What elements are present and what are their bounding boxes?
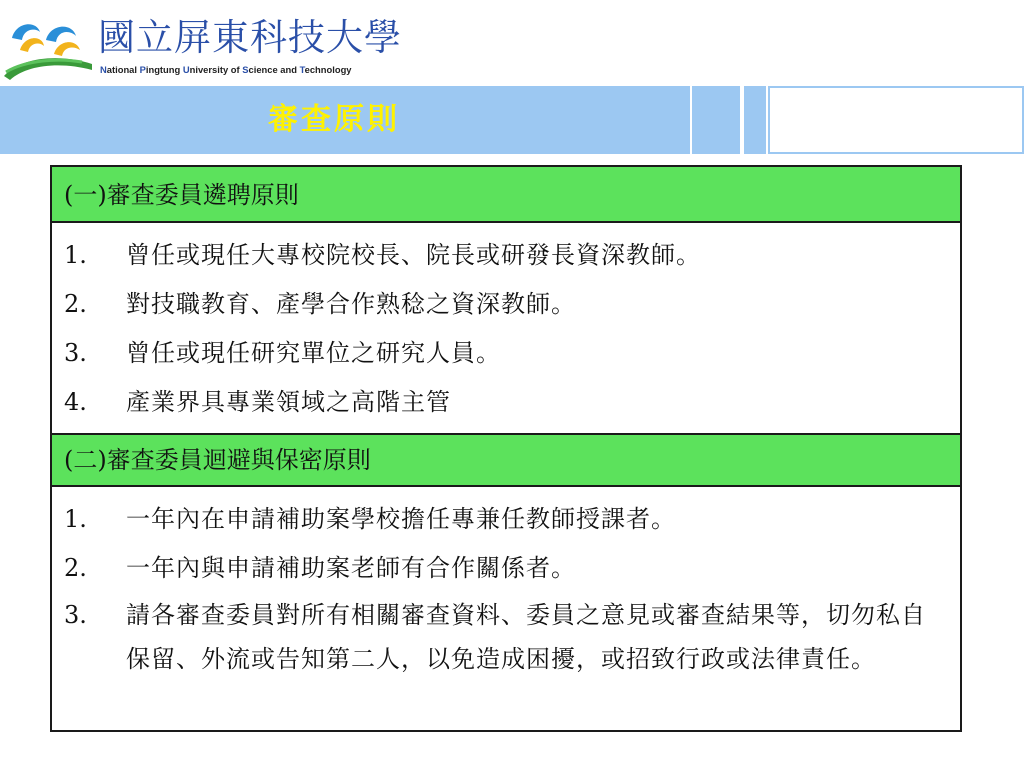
item-number: 3. [64, 339, 87, 367]
section-heading-selection: (一)審查委員遴聘原則 [52, 167, 960, 223]
criteria-table [50, 165, 962, 732]
list-item [64, 280, 950, 329]
item-number: 1. [64, 241, 87, 269]
banner-decoration-block [742, 86, 768, 154]
item-text: 一年內在申請補助案學校擔任專兼任教師授課者。 [126, 505, 676, 533]
page-title: 審查原則 [268, 102, 400, 137]
english-name-capital: T [299, 64, 305, 75]
item-text: 曾任或現任大專校院校長、院長或研發長資深教師。 [126, 241, 701, 269]
english-name-rest: ingtung [145, 64, 183, 75]
item-number: 4. [64, 388, 87, 416]
item-text: 請各審查委員對所有相關審查資料、委員之意見或審查結果等，切勿私自保留、外流或告知第二人，以免造成困擾，或招致行政或法律責任。 [126, 601, 926, 673]
university-name-english [100, 64, 352, 75]
english-name-rest: echnology [304, 64, 352, 75]
selection-criteria-list [52, 223, 960, 433]
list-item [64, 231, 950, 280]
item-number: 1. [64, 505, 87, 533]
english-name-capital: S [242, 64, 249, 75]
list-item [64, 378, 950, 427]
english-name-capital: N [100, 64, 107, 75]
university-emblem-icon [2, 10, 94, 80]
recusal-criteria-list [52, 487, 960, 687]
item-text: 對技職教育、產學合作熟稔之資深教師。 [126, 290, 576, 318]
english-name-capital: P [139, 64, 146, 75]
item-number: 2. [64, 290, 87, 318]
section-heading-recusal: (二)審查委員迴避與保密原則 [52, 433, 960, 487]
university-name-chinese: 國立屏東科技大學 [98, 16, 402, 59]
english-name-capital: U [182, 64, 190, 75]
list-item [64, 544, 950, 593]
item-text: 曾任或現任研究單位之研究人員。 [126, 339, 501, 367]
university-logo [0, 0, 440, 85]
list-item [64, 593, 950, 681]
english-name-rest: cience and [248, 64, 300, 75]
banner-decoration-block [690, 86, 742, 154]
item-number: 2. [64, 554, 87, 582]
english-name-rest: ational [106, 64, 140, 75]
banner-decoration-frame [768, 86, 1024, 154]
list-item [64, 329, 950, 378]
list-item [64, 495, 950, 544]
item-text: 一年內與申請補助案老師有合作關係者。 [126, 554, 576, 582]
english-name-rest: niversity of [189, 64, 243, 75]
item-number: 3. [64, 601, 87, 629]
item-text: 產業界具專業領域之高階主管 [126, 388, 451, 416]
